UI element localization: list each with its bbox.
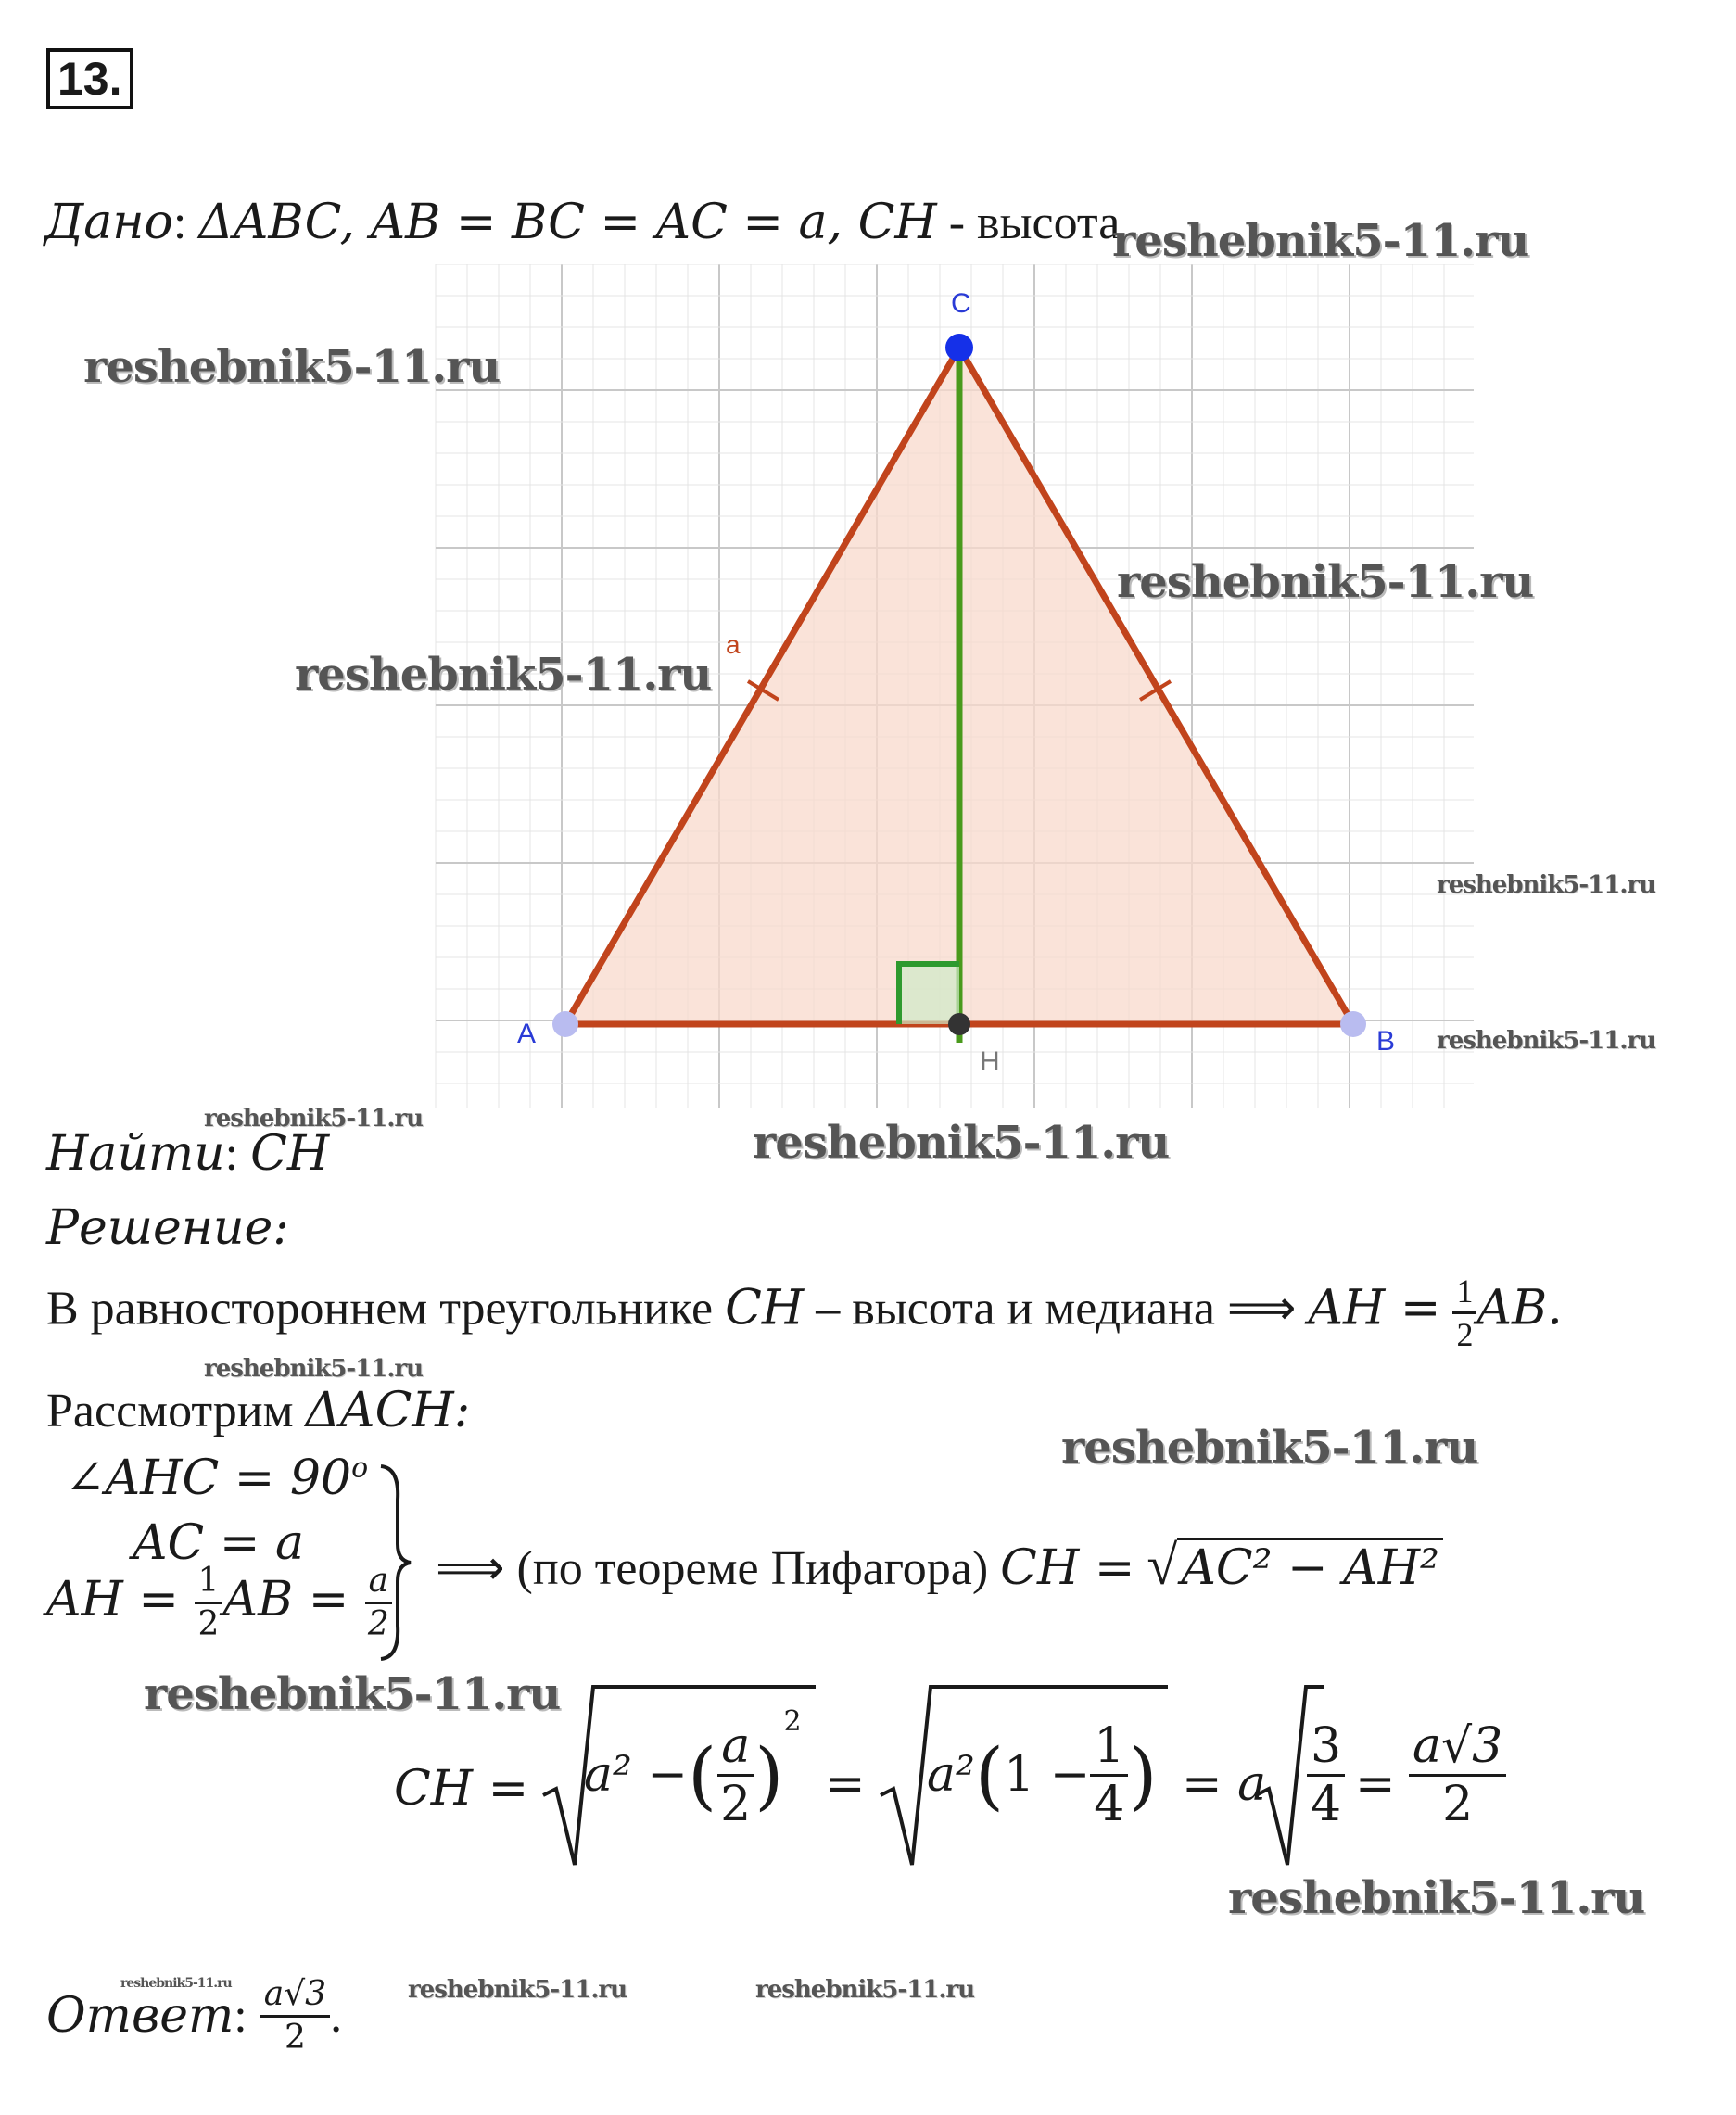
solution-line-1 [46,1274,1563,1351]
calc-term-1: a² − ( $\frac{a}{2}$ ) $^2$ [584,1705,802,1832]
calc-ch: CH = [394,1761,529,1817]
line2-text: Рассмотрим [46,1385,294,1437]
answer-line: Ответ : $\frac{a√3}{2}$ . [46,1974,343,2057]
watermark: reshebnik5-11.ru [83,341,501,393]
find-value: CH [250,1126,330,1182]
given-label: Дано [44,195,173,250]
calc-result: $\frac{a√3}{2}$ [1409,1705,1506,1844]
label-b: B [1376,1026,1396,1057]
line2-triangle: ΔACH: [305,1383,471,1438]
watermark: reshebnik5-11.ru [1061,1422,1478,1474]
watermark: reshebnik5-11.ru [1437,1027,1656,1055]
system-brace [375,1463,412,1662]
watermark: reshebnik5-11.ru [755,1976,975,2004]
find-line [46,1126,329,1182]
watermark: reshebnik5-11.ru [1112,215,1529,267]
problem-number: 13. [46,48,133,109]
line1-ah: AH = [1308,1280,1441,1336]
system-row-3: AH = $\frac{1}{2}$ AB = $\frac{a}{2}$ [46,1564,393,1641]
side-label-a: a [726,630,741,659]
system-row-1: ∠AHC = $90^o$ [65,1450,369,1506]
find-colon: : [224,1128,239,1181]
calc-eq-2: = a [1182,1756,1267,1812]
label-h: H [980,1046,1000,1077]
point-h [948,1013,970,1035]
watermark: reshebnik5-11.ru [1117,556,1534,608]
answer-label: Ответ [46,1988,234,2044]
point-a [552,1011,578,1037]
given-formula: ΔABC, AB = BC = AC = a, CH [198,195,937,250]
point-c [945,334,973,361]
line1-mid: – высота и медиана ⟹ [804,1282,1309,1336]
answer-fraction: $\frac{a√3}{2}$ [260,1978,330,2055]
label-c: C [951,288,971,319]
watermark: reshebnik5-11.ru [144,1668,561,1720]
solution-line-2 [46,1383,470,1438]
find-label: Найти [46,1126,225,1182]
right-angle-fill [899,964,959,1024]
line1-ch: CH [725,1280,805,1336]
fraction-half: $\frac{1}{2}$ [1452,1274,1476,1351]
given-colon: : [172,196,187,249]
label-a: A [517,1019,537,1049]
line1-ab: AB. [1476,1280,1563,1336]
system-row-2: AC = a [133,1515,304,1571]
watermark: reshebnik5-11.ru [204,1355,424,1383]
calc-eq-1: = [825,1756,866,1812]
watermark: reshebnik5-11.ru [1228,1872,1645,1924]
line1-text: В равностороннем треугольнике [46,1282,714,1336]
point-b [1340,1011,1366,1037]
calc-term-3: $\frac{3}{4}$ [1307,1705,1345,1844]
given-tail: - высота [936,196,1121,249]
watermark: reshebnik5-11.ru [408,1976,627,2004]
watermark: reshebnik5-11.ru [120,1976,232,1991]
watermark: reshebnik5-11.ru [295,649,712,701]
calc-eq-3: = [1355,1756,1396,1812]
given-line [44,195,1120,250]
watermark: reshebnik5-11.ru [1437,871,1656,899]
calc-term-2: a² ( 1 − $\frac{1}{4}$ ) [927,1717,1158,1832]
pythagoras-line: ⟹ (по теореме Пифагора) CH = √AC² − AH² [436,1534,1443,1598]
watermark: reshebnik5-11.ru [753,1117,1170,1169]
solution-label: Решение: [46,1200,289,1256]
watermark: reshebnik5-11.ru [204,1105,424,1133]
